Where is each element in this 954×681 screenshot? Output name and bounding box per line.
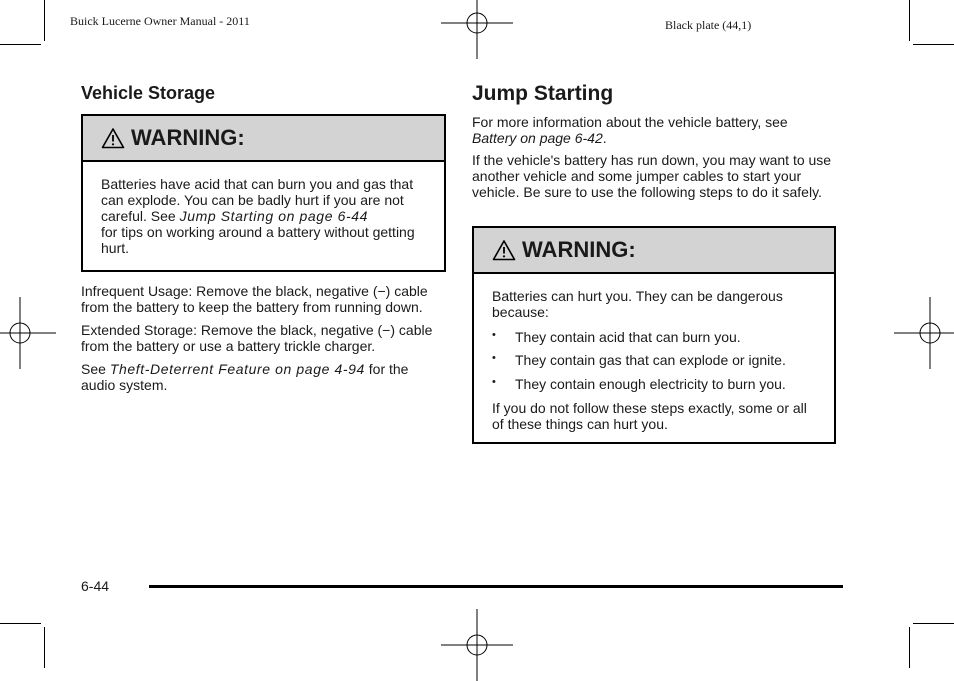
warning-body: Batteries have acid that can burn you and gas that can explode. You can be badly hurt if you are not careful. See Jump Starting on page 6-44 for tips on working around a battery without getting hurt.	[101, 176, 415, 256]
plate-label: Black plate (44,1)	[665, 18, 752, 32]
list-item: • They contain enough electricity to burn you.	[492, 376, 786, 392]
warning-box-jump-starting	[472, 226, 836, 444]
warning-header	[83, 116, 444, 162]
crop-mark	[44, 627, 45, 668]
registration-mark-icon	[894, 297, 954, 369]
bullet-icon: •	[492, 376, 496, 388]
manual-title: Buick Lucerne Owner Manual - 2011	[70, 14, 250, 28]
crop-mark	[0, 44, 41, 45]
warning-title: WARNING:	[522, 237, 636, 262]
crop-mark	[913, 623, 954, 624]
paragraph-see-theft-deterrent: See Theft-Deterrent Feature on page 4-94 for the audio system.	[81, 361, 409, 393]
paragraph-battery-run-down: If the vehicle's battery has run down, you may want to use another vehicle and some jumper cables to start your vehicle. Be sure to use the following steps to do it safely.	[472, 152, 832, 200]
registration-mark-icon	[441, 609, 513, 681]
section-heading-jump-starting: Jump Starting	[472, 82, 614, 105]
crop-mark	[0, 623, 41, 624]
crop-mark	[909, 0, 910, 41]
paragraph-battery-info: For more information about the vehicle battery, see Battery on page 6-42.	[472, 114, 788, 146]
cross-reference: Theft-Deterrent Feature on page 4-94	[109, 361, 365, 377]
crop-mark	[44, 0, 45, 41]
warning-triangle-icon	[492, 239, 516, 261]
list-item: • They contain acid that can burn you.	[492, 329, 741, 345]
registration-mark-icon	[441, 0, 513, 59]
cross-reference: Battery on page 6-42	[472, 130, 603, 146]
warning-outro: If you do not follow these steps exactly, some or all of these things can hurt you.	[492, 400, 807, 432]
crop-mark	[909, 627, 910, 668]
warning-triangle-icon	[101, 127, 125, 149]
page-number: 6-44	[81, 578, 110, 594]
footer-rule	[149, 585, 843, 588]
warning-box-storage	[81, 114, 446, 272]
paragraph-infrequent-usage: Infrequent Usage: Remove the black, negative (−) cable from the battery to keep the battery from running down.	[81, 283, 428, 315]
cross-reference: Jump Starting on page 6-44	[179, 208, 368, 224]
section-heading-vehicle-storage: Vehicle Storage	[81, 83, 216, 103]
bullet-icon: •	[492, 352, 496, 364]
paragraph-extended-storage: Extended Storage: Remove the black, negative (−) cable from the battery or use a battery trickle charger.	[81, 322, 433, 354]
crop-mark	[913, 44, 954, 45]
warning-header	[474, 228, 834, 274]
warning-intro: Batteries can hurt you. They can be dangerous because:	[492, 288, 783, 320]
bullet-icon: •	[492, 329, 496, 341]
list-item: • They contain gas that can explode or ignite.	[492, 352, 786, 368]
warning-title: WARNING:	[131, 125, 245, 150]
registration-mark-icon	[0, 297, 56, 369]
